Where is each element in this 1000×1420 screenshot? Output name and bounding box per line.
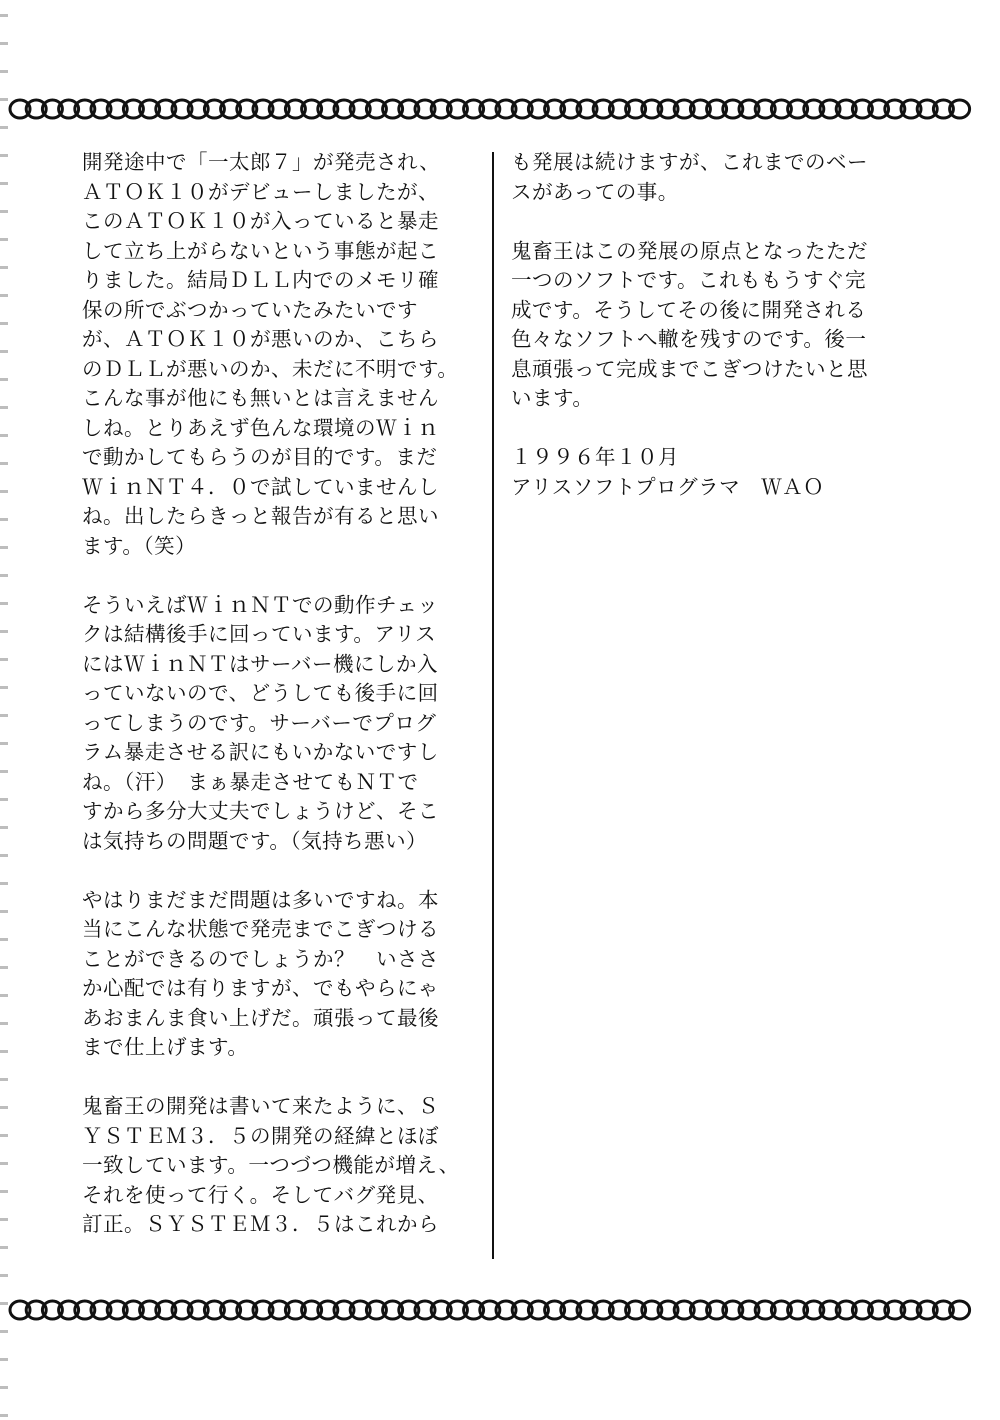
paragraph [511, 443, 903, 502]
right-text-column [511, 148, 903, 532]
paragraph [82, 886, 474, 1063]
text-line: が、ＡＴＯＫ１０が悪いのか、こちら [82, 327, 439, 351]
text-line: やはりまだまだ問題は多いですね。本 [82, 887, 439, 912]
text-line: １９９６年１０月 [511, 445, 679, 469]
text-line: のＤＬＬが悪いのか、未だに不明です。 [82, 356, 459, 381]
text-line: ってしまうのです。サーバーでプログ [82, 710, 437, 735]
text-line: 色々なソフトへ轍を残すのです。後一 [511, 327, 867, 351]
text-line: っていないので、どうしても後手に回 [82, 681, 439, 705]
text-line: ことができるのでしょうか？ いささ [82, 946, 439, 971]
column-divider [492, 152, 494, 1259]
text-line: ます。（笑） [82, 533, 197, 558]
text-line: も発展は続けますが、これまでのベー [511, 150, 868, 174]
text-line: このＡＴＯＫ１０が入っていると暴走 [82, 209, 439, 233]
text-line: りました。結局ＤＬＬ内でのメモリ確 [82, 268, 439, 292]
text-line: ね。（汗） まぁ暴走させてもＮＴで [82, 769, 419, 794]
paragraph [82, 591, 474, 857]
chain-border-bottom-graphic [8, 1296, 980, 1324]
text-line: か心配では有りますが、でもやらにゃ [82, 976, 439, 1000]
text-line: 開発途中で「一太郎７」が発売され、 [82, 150, 441, 174]
text-line: います。 [511, 386, 594, 410]
binding-edge [0, 0, 8, 1420]
text-line: ラム暴走させる訳にもいかないですし [82, 740, 439, 764]
text-line: ＷｉｎＮＴ４．０で試していませんし [82, 474, 439, 499]
text-line: で動かしてもらうのが目的です。まだ [82, 445, 438, 469]
text-line: にはＷｉｎＮＴはサーバー機にしか入 [82, 651, 438, 676]
top-chain-border [8, 95, 980, 123]
text-line: は気持ちの問題です。（気持ち悪い） [82, 828, 428, 853]
paragraph [82, 148, 474, 561]
text-line: 一致しています。一つづつ機能が増え、 [82, 1153, 460, 1177]
left-text-column [82, 148, 474, 1269]
text-line: 鬼畜王の開発は書いて来たように、Ｓ [82, 1094, 439, 1118]
text-line: 鬼畜王はこの発展の原点となったただ [511, 238, 868, 263]
text-line: 息頑張って完成までこぎつけたいと思 [511, 356, 868, 381]
paragraph [82, 1092, 474, 1240]
text-line: すから多分大丈夫でしょうけど、そこ [82, 799, 439, 823]
text-line: スがあっての事。 [511, 179, 679, 204]
text-line: 訂正。ＳＹＳＴＥＭ３．５はこれから [82, 1212, 439, 1236]
text-line: ね。出したらきっと報告が有ると思い [82, 504, 439, 528]
text-line: ＹＳＴＥＭ３．５の開発の経緯とほぼ [82, 1123, 439, 1148]
text-line: クは結構後手に回っています。アリス [82, 622, 437, 646]
text-line: 当にこんな状態で発売までこぎつける [82, 917, 439, 941]
text-line: して立ち上がらないという事態が起こ [82, 238, 439, 263]
text-line: 保の所でぶつかっていたみたいです [82, 297, 418, 322]
text-line: あおまんま食い上げだ。頑張って最後 [82, 1005, 439, 1030]
text-line: ＡＴＯＫ１０がデビューしましたが、 [82, 179, 439, 204]
text-line: アリスソフトプログラマ ＷＡＯ [511, 474, 825, 499]
text-line: 成です。そうしてその後に開発される [511, 297, 867, 322]
text-line: まで仕上げます。 [82, 1035, 249, 1059]
text-line: 一つのソフトです。これももうすぐ完 [511, 268, 866, 292]
text-line: しね。とりあえず色んな環境のＷｉｎ [82, 415, 439, 440]
paragraph [511, 237, 903, 414]
bottom-chain-border [8, 1296, 980, 1324]
text-line: それを使って行く。そしてバグ発見、 [82, 1182, 439, 1207]
text-line: そういえばＷｉｎＮＴでの動作チェッ [82, 592, 439, 617]
paragraph [511, 148, 903, 207]
text-line: こんな事が他にも無いとは言えません [82, 386, 439, 410]
chain-border-top-graphic [8, 95, 980, 123]
